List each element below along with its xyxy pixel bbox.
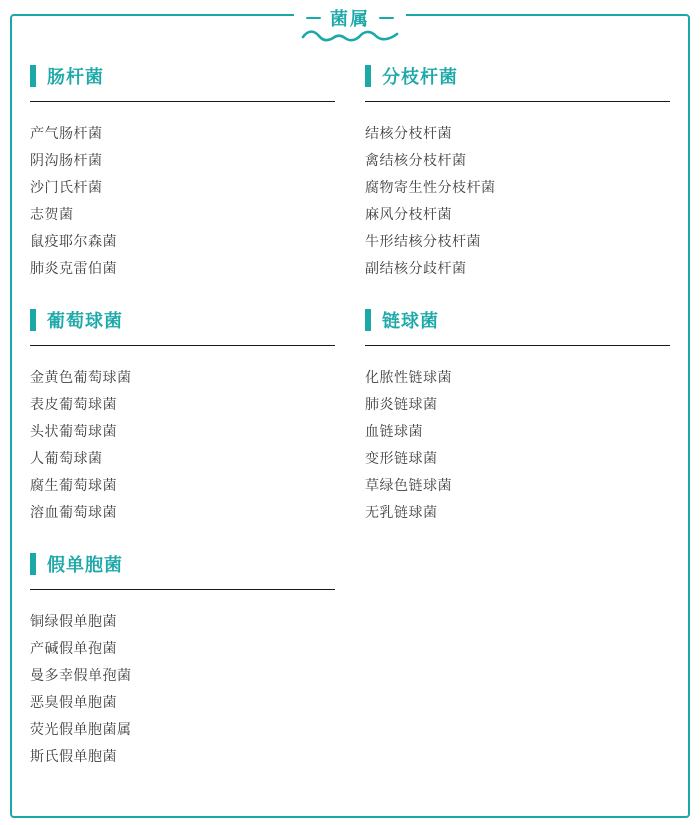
section-divider xyxy=(365,101,670,102)
list-item: 麻风分枝杆菌 xyxy=(365,205,452,222)
section-accent-bar xyxy=(30,553,36,575)
section-divider xyxy=(30,589,335,590)
list-item: 腐生葡萄球菌 xyxy=(30,476,117,493)
list-item: 荧光假单胞菌属 xyxy=(30,720,132,737)
list-item: 金黄色葡萄球菌 xyxy=(30,368,132,385)
list-item: 沙门氏杆菌 xyxy=(30,178,103,195)
title-left-dash xyxy=(306,17,321,19)
section-jiadanbaojun xyxy=(30,552,335,769)
list-item: 曼多幸假单孢菌 xyxy=(30,666,132,683)
section-header xyxy=(365,308,670,332)
section-divider xyxy=(30,101,335,102)
list-item: 志贺菌 xyxy=(30,205,74,222)
genus-list xyxy=(30,363,335,525)
list-item: 无乳链球菌 xyxy=(365,503,438,520)
section-accent-bar xyxy=(30,65,36,87)
list-item: 肺炎链球菌 xyxy=(365,395,438,412)
section-accent-bar xyxy=(365,309,371,331)
section-fenzhiganjun xyxy=(365,64,670,281)
section-header xyxy=(365,64,670,88)
section-title: 葡萄球菌 xyxy=(47,311,123,331)
wave-squiggle-icon xyxy=(300,28,400,44)
section-divider xyxy=(365,345,670,346)
section-changganjun xyxy=(30,64,335,281)
title-right-dash xyxy=(379,17,394,19)
section-accent-bar xyxy=(30,309,36,331)
section-title: 链球菌 xyxy=(382,311,439,331)
list-item: 鼠疫耶尔森菌 xyxy=(30,232,117,249)
section-divider xyxy=(30,345,335,346)
section-accent-bar xyxy=(365,65,371,87)
section-lianqiujun xyxy=(365,308,670,525)
genus-list xyxy=(365,119,670,281)
list-item: 产碱假单孢菌 xyxy=(30,639,117,656)
section-header xyxy=(30,308,335,332)
list-item: 铜绿假单胞菌 xyxy=(30,612,117,629)
list-item: 恶臭假单胞菌 xyxy=(30,693,117,710)
list-item: 变形链球菌 xyxy=(365,449,438,466)
list-item: 人葡萄球菌 xyxy=(30,449,103,466)
list-item: 肺炎克雷伯菌 xyxy=(30,259,117,276)
section-putaoqiujun xyxy=(30,308,335,525)
list-item: 产气肠杆菌 xyxy=(30,124,103,141)
list-item: 斯氏假单胞菌 xyxy=(30,747,117,764)
section-header xyxy=(30,552,335,576)
page-title: 菌属 xyxy=(330,9,370,29)
list-item: 表皮葡萄球菌 xyxy=(30,395,117,412)
list-item: 溶血葡萄球菌 xyxy=(30,503,117,520)
section-title: 假单胞菌 xyxy=(47,555,123,575)
genus-list xyxy=(365,363,670,525)
section-title: 分枝杆菌 xyxy=(382,67,458,87)
list-item: 禽结核分枝杆菌 xyxy=(365,151,467,168)
genus-list xyxy=(30,607,335,769)
section-header xyxy=(30,64,335,88)
list-item: 化脓性链球菌 xyxy=(365,368,452,385)
genus-list xyxy=(30,119,335,281)
genus-grid xyxy=(12,16,688,816)
list-item: 头状葡萄球菌 xyxy=(30,422,117,439)
list-item: 副结核分歧杆菌 xyxy=(365,259,467,276)
section-title: 肠杆菌 xyxy=(47,67,104,87)
list-item: 血链球菌 xyxy=(365,422,423,439)
list-item: 阴沟肠杆菌 xyxy=(30,151,103,168)
list-item: 草绿色链球菌 xyxy=(365,476,452,493)
list-item: 结核分枝杆菌 xyxy=(365,124,452,141)
list-item: 牛形结核分枝杆菌 xyxy=(365,232,481,249)
list-item: 腐物寄生性分枝杆菌 xyxy=(365,178,496,195)
